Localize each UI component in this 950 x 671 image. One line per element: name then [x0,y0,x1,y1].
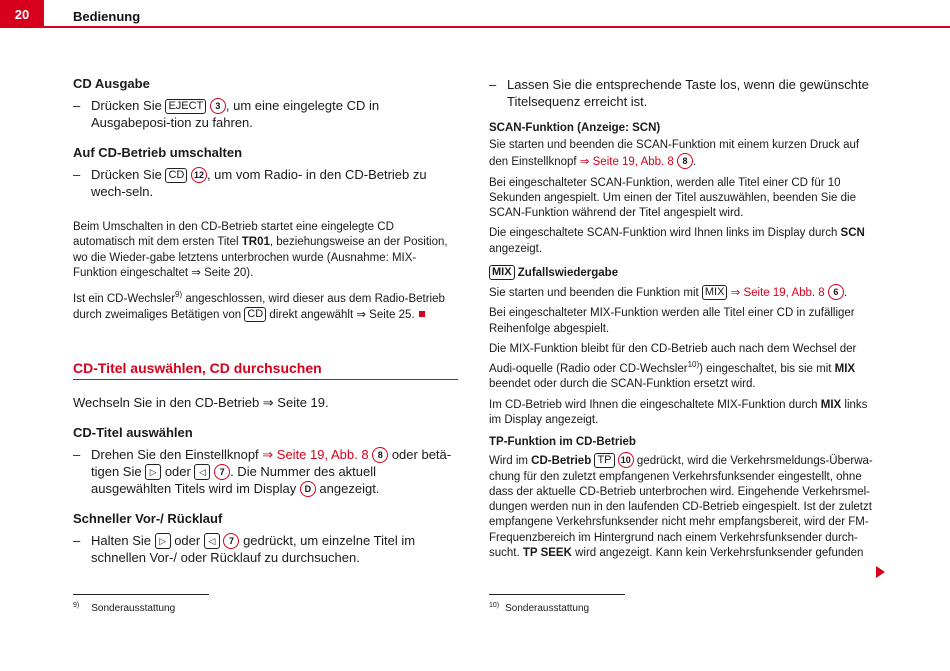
tp-key: TP [594,453,614,468]
schnell-heading: Schneller Vor-/ Rücklauf [73,510,223,526]
paragraph: Die eingeschaltete SCAN-Funktion wird Ihnen links im Display durch SCN angezeigt. [489,227,865,255]
page-link[interactable]: ⇒ Seite 19, Abb. 8 [262,446,369,462]
footnote-left: $^{9)}$ Sonderausstattung [73,602,176,615]
paragraph: Im CD-Betrieb wird Ihnen die eingeschaltete MIX-Funktion durch MIX links im Display angezeigt. [489,398,868,426]
tp-heading: TP-Funktion im CD-Betrieb [489,436,636,449]
chapter-title: Bedienung [73,9,141,24]
schnell-step: – Halten Sie ▷ oder ◁ 7 gedrückt, um einzelne Titel im schnellen Vor-/ oder Rücklauf zu durchsuchen. [73,532,416,565]
cd-key: CD [244,307,266,322]
callout-number: 8 [372,447,388,463]
left-column [73,76,458,566]
paragraph: Sie starten und beenden die SCAN-Funktion mit einem kurzen Druck auf den Einstellknopf ⇒ Seite 19, Abb. 8 8 . [489,139,860,169]
cd-ausgabe-step: – Drücken Sie EJECT 3 , um eine eingelegte CD in Ausgabeposi-tion zu fahren. [73,98,380,130]
footnote-ref: 9) [175,290,183,300]
callout-number: 10 [618,452,634,468]
titel-step: – Drehen Sie den Einstellknopf ⇒ Seite 19, Abb. 8 8 oder betä-tigen Sie ▷ oder ◁ 7 . Die Nummer des aktuell ausgewählten Titels wird im Display D angezeigt. [73,446,452,496]
paragraph: Die MIX-Funktion bleibt für den CD-Betrieb auch nach dem Wechsel der Audi-oquelle (Radio oder CD-Wechsler$^{10)}$) eingeschaltet, bis sie mit MIX beendet oder durch die SCAN-Funktion ersetzt wird. [489,342,857,391]
paragraph: Ist ein CD-Wechsler$^{9)}$ angeschlossen, wird dieser aus dem Radio-Betrieb durch zweimaliges Betätigen von CD direkt angewählt ⇒ Seite 25. [73,290,445,322]
release-step: – Lassen Sie die entsprechende Taste los, wenn die gewünschte Titelsequenz erreicht ist. [489,77,869,109]
callout-number: 7 [214,464,230,480]
section-title: CD-Titel auswählen, CD durchsuchen [73,360,458,380]
cd-betrieb-step: – Drücken Sie CD 12 , um vom Radio- in den CD-Betrieb zu wech-seln. [73,167,427,199]
footnote-rule [489,594,625,595]
cd-ausgabe-heading: CD Ausgabe [73,76,150,91]
next-page-arrow-icon[interactable] [876,566,885,578]
callout-number: 6 [828,284,844,300]
mix-heading: MIX Zufallswiedergabe [489,265,877,280]
callout-number: 7 [223,533,239,549]
paragraph: Bei eingeschalteter SCAN-Funktion, werden alle Titel einer CD für 10 Sekunden angespielt. Um einen der Titel auszuwählen, beenden Sie die SCAN-Funktion während der Titel angespielt wird. [489,176,856,220]
callout-letter: D [300,481,316,497]
cd-betrieb-heading: Auf CD-Betrieb umschalten [73,145,243,160]
scan-heading: SCAN-Funktion (Anzeige: SCN) [489,122,661,134]
titel-heading: CD-Titel auswählen [73,424,193,440]
footnote-right: $^{10)}$ Sonderausstattung [489,602,590,615]
eject-key: EJECT [165,99,206,114]
page-number: 20 [0,0,44,28]
prev-track-key: ◁ [194,464,210,480]
paragraph: Wird im CD-Betrieb TP 10 gedrückt, wird die Verkehrsmeldungs-Überwa-chung für den zuletzt empfangenen Verkehrsfunksender eingestellt, ohne dass der aktuelle CD-Betrieb unterbrochen wird. Eingehende Verkehrsmel-dungen werden nun in den laufenden CD-Betrieb eingespielt. Ist der zuletzt empfangene Verkehrsfunksender nicht mehr empfangsbereit, wird der FM-Frequenzbereich im Hintergrund nach einem Verkehrsfunksender durch-sucht. TP SEEK wird angezeigt. Kann kein Verkehrsfunksender gefunden [489,454,873,560]
next-track-key: ▷ [145,464,161,480]
callout-number: 3 [210,98,226,114]
paragraph: Beim Umschalten in den CD-Betrieb startet eine eingelegte CD automatisch mit dem ersten Titel TR01, beziehungsweise an der Position, wo die Wieder-gabe letztens unterbrochen wurde (Ausnahme: MIX-Funktion eingeschaltet ⇒ Seite 20). [73,221,448,279]
page-header [0,0,950,28]
cd-key: CD [165,168,187,183]
callout-number: 8 [677,153,693,169]
header-rule [44,26,950,28]
paragraph: Bei eingeschalteter MIX-Funktion werden alle Titel einer CD in zufälliger Reihenfolge abgespielt. [489,307,855,335]
page-link[interactable]: ⇒ Seite 19, Abb. 8 [730,287,825,300]
prev-track-key: ◁ [204,533,220,549]
section-intro: Wechseln Sie in den CD-Betrieb ⇒ Seite 19. [73,394,329,410]
paragraph: Sie starten und beenden die Funktion mit MIX ⇒ Seite 19, Abb. 8 6 . [489,286,848,300]
right-column [489,76,877,561]
footnote-rule [73,594,209,595]
footnote-ref: 10) [687,360,700,370]
next-track-key: ▷ [155,533,171,549]
mix-key: MIX [489,265,515,280]
callout-number: 12 [191,167,207,183]
page-link[interactable]: ⇒ Seite 19, Abb. 8 [579,156,674,169]
end-marker [419,311,425,317]
mix-key: MIX [702,285,728,300]
